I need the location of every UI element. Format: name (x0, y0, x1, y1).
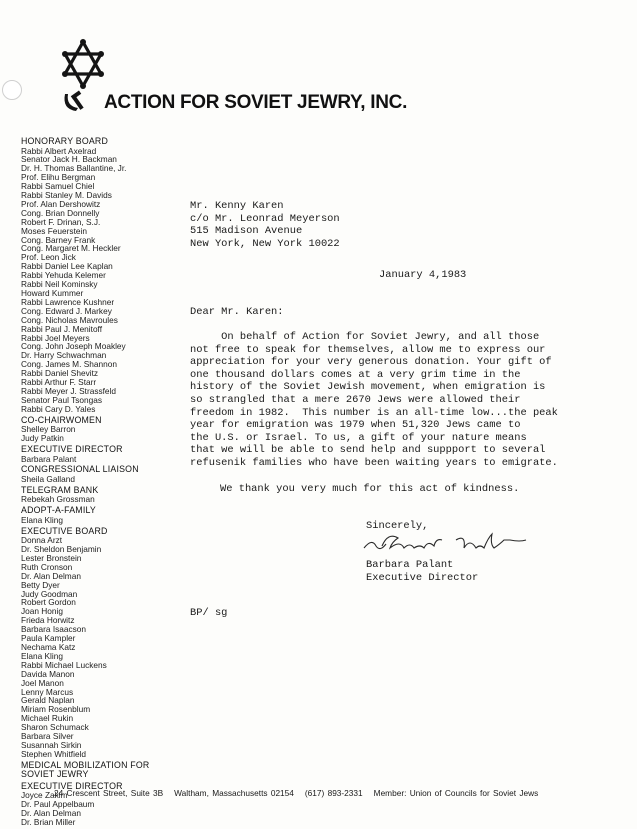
sidebar-name: Miriam Rosenblum (21, 704, 91, 715)
sidebar-section (21, 506, 166, 524)
punch-hole (2, 80, 22, 100)
sidebar-name: Rabbi Neil Kominsky (21, 279, 98, 290)
sidebar-name: Joyce Zakim (21, 790, 68, 801)
sidebar-name: Donna Arzt (21, 535, 63, 546)
closing: Sincerely, (366, 520, 429, 532)
sidebar-name: Dr. Sheldon Benjamin (21, 544, 102, 555)
footer-phone: (617) 893-2331 (304, 788, 363, 798)
sidebar-name: Sharon Schumack (21, 722, 89, 733)
sidebar-name: Joel Manon (21, 677, 64, 688)
letter-date: January 4,1983 (379, 269, 467, 281)
sidebar-name: Barbara Palant (21, 453, 77, 464)
thanks-line: We thank you very much for this act of kindness. (220, 483, 520, 495)
sidebar-name: Moses Feuerstein (21, 225, 87, 236)
sidebar-section (21, 527, 166, 759)
sidebar-name: Dr. Alan Delman (21, 570, 81, 581)
sidebar-name: Nechama Katz (21, 642, 76, 652)
sidebar-heading: EXECUTIVE BOARD (21, 525, 108, 536)
sidebar-heading: TELEGRAM BANK (21, 484, 99, 495)
sidebar-section (21, 137, 166, 414)
sidebar-name: Dr. Alan Delman (21, 808, 81, 819)
typist-initials: BP/ sg (190, 607, 228, 619)
sidebar-name: Cong. Nicholas Mavroules (21, 314, 118, 325)
sidebar-name: Cong. Edward J. Markey (21, 305, 112, 316)
sidebar-name: Senator Jack H. Backman (21, 154, 117, 165)
sidebar-name: Rabbi Daniel Lee Kaplan (21, 261, 113, 272)
footer-address: 24 Crescent Street, Suite 3B (54, 788, 164, 798)
sidebar-name: Rabbi Arthur F. Starr (21, 377, 97, 388)
sidebar-name: Robert F. Drinan, S.J. (21, 216, 101, 227)
body-paragraph: On behalf of Action for Soviet Jewry, and all those not free to speak for themselves, allow me to express our appreciation for your very generous donation. Your gift of one thousand dollars comes at a very grim time in the history of the Soviet Jewish movement, when emigration is so strangled that a mere 2670 Jews were allowed their freedom in 1982. This number is an all-time low...the peak year for emigration was 1979 when 51,320 Jews came to the U.S. or Israel. To us, a gift of your nature means that we will be able to send help and suppport to several refusenik families who have been waiting years to emigrate. (190, 331, 558, 469)
sidebar-name: Elana Kling (21, 514, 63, 525)
sidebar-name: Cong. Margaret M. Heckler (21, 243, 121, 254)
sidebar-name: Lenny Marcus (21, 686, 74, 697)
sidebar-name: Elana Kling (21, 650, 63, 661)
sidebar-heading: MEDICAL MOBILIZATION FOR SOVIET JEWRY (21, 759, 150, 780)
sidebar-section (21, 416, 166, 443)
sidebar-heading: CONGRESSIONAL LIAISON (21, 464, 139, 475)
board-sidebar (21, 137, 166, 829)
org-name: ACTION FOR SOVIET JEWRY, INC. (104, 92, 408, 113)
sidebar-heading: ADOPT-A-FAMILY (21, 505, 96, 516)
sidebar-name: Robert Gordon (21, 597, 76, 608)
sidebar-name: Gerald Naplan (21, 695, 75, 706)
sidebar-name: Prof. Leon Jick (21, 252, 76, 263)
sidebar-name: Rebekah Grossman (21, 494, 95, 505)
sidebar-name: Barbara Isaacson (21, 624, 87, 635)
sidebar-name: Susannah Sirkin (21, 739, 82, 750)
sidebar-name: Rabbi Michael Luckens (21, 659, 107, 670)
sidebar-name: Howard Kummer (21, 288, 84, 298)
sidebar-name: Dr. Brian Miller (21, 817, 76, 827)
sidebar-heading: HONORARY BOARD (21, 136, 109, 146)
sidebar-name: Rabbi Lawrence Kushner (21, 296, 115, 307)
sidebar-name: Frieda Horwitz (21, 615, 75, 626)
sidebar-section (21, 465, 166, 483)
sidebar-name: Michael Rukin (21, 713, 74, 724)
sidebar-name: Cong. Brian Donnelly (21, 207, 100, 218)
sidebar-name: Lester Bronstein (21, 552, 82, 563)
sidebar-name: Dr. Harry Schwachman (21, 350, 107, 361)
sidebar-name: Prof. Elihu Bergman (21, 172, 96, 183)
signer-title: Executive Director (366, 572, 479, 584)
sidebar-name: Rabbi Daniel Shevitz (21, 368, 99, 379)
sidebar-name: Barbara Silver (21, 731, 74, 742)
sidebar-name: Joan Honig (21, 606, 63, 617)
sidebar-name: Cong. John Joseph Moakley (21, 341, 126, 352)
sidebar-name: Rabbi Cary D. Yales (21, 403, 96, 414)
sidebar-name: Davida Manon (21, 668, 75, 679)
sidebar-name: Rabbi Samuel Chiel (21, 181, 95, 192)
recipient-address: Mr. Kenny Karen c/o Mr. Leonrad Meyerson 515 Madison Avenue New York, New York 10022 (190, 200, 340, 250)
letterhead-footer (54, 788, 614, 798)
sidebar-name: Judy Patkin (21, 433, 64, 444)
sidebar-name: Shelley Barron (21, 424, 76, 435)
footer-city: Waltham, Massachusetts 02154 (174, 788, 294, 798)
sidebar-name: Judy Goodman (21, 588, 78, 599)
sidebar-name: Rabbi Meyer J. Strassfeld (21, 385, 116, 396)
sidebar-name: Rabbi Yehuda Kelemer (21, 270, 106, 281)
sidebar-name: Cong. Barney Frank (21, 234, 96, 245)
sidebar-name: Cong. James M. Shannon (21, 359, 117, 370)
sidebar-name: Senator Paul Tsongas (21, 394, 103, 405)
sidebar-name: Stephen Whitfield (21, 748, 87, 759)
sidebar-section (21, 761, 166, 780)
footer-member: Member: Union of Councils for Soviet Jews (373, 788, 539, 798)
sidebar-name: Rabbi Paul J. Menitoff (21, 323, 103, 334)
salutation: Dear Mr. Karen: (190, 306, 284, 318)
sidebar-name: Dr. H. Thomas Ballantine, Jr. (21, 163, 127, 174)
signer-name: Barbara Palant (366, 559, 454, 571)
sidebar-heading: EXECUTIVE DIRECTOR (21, 780, 123, 791)
sidebar-name: Ruth Cronson (21, 561, 73, 572)
sidebar-name: Rabbi Stanley M. Davids (21, 190, 112, 201)
sidebar-name: Prof. Alan Dershowitz (21, 198, 101, 209)
sidebar-name: Rabbi Joel Meyers (21, 332, 90, 343)
sidebar-heading: EXECUTIVE DIRECTOR (21, 444, 123, 454)
sidebar-heading: CO-CHAIRWOMEN (21, 414, 102, 425)
sidebar-name: Rabbi Albert Axelrad (21, 145, 97, 156)
sidebar-name: Paula Kampler (21, 633, 76, 644)
sidebar-name: Sheila Galland (21, 473, 75, 484)
handwritten-signature (360, 528, 540, 558)
sidebar-name: Dr. Paul Appelbaum (21, 799, 95, 810)
sidebar-section (21, 445, 166, 463)
sidebar-section (21, 486, 166, 504)
sidebar-name: Betty Dyer (21, 579, 60, 590)
